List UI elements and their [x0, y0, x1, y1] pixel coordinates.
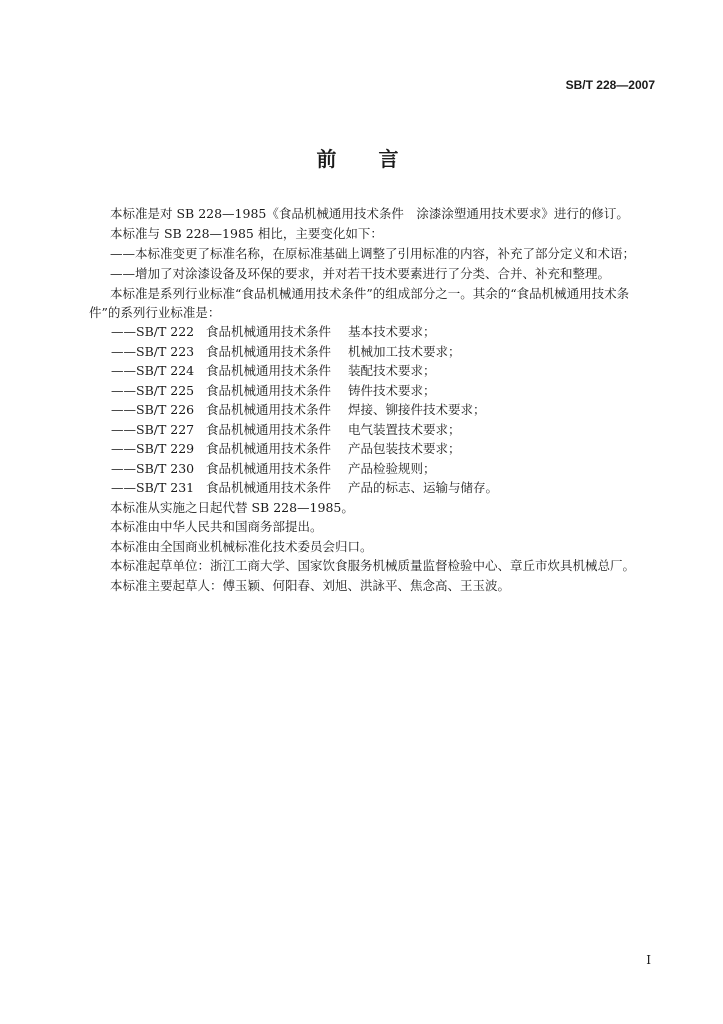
standard-part: 装配技术要求；: [348, 363, 436, 378]
standard-code: ——SB/T 227: [111, 422, 195, 437]
standard-part: 铸件技术要求；: [348, 383, 436, 398]
standard-part: 电气装置技术要求；: [348, 422, 461, 437]
page-number: I: [646, 953, 651, 967]
standard-code: ——SB/T 226: [111, 402, 195, 417]
standard-series: 食品机械通用技术条件: [206, 383, 332, 398]
paragraph-replacement: 本标准从实施之日起代替 SB 228—1985。: [110, 500, 354, 515]
standard-code: ——SB/T 231: [111, 480, 195, 495]
paragraph-changes-intro: 本标准与 SB 228—1985 相比，主要变化如下：: [110, 226, 383, 241]
paragraph-proposer: 本标准由中华人民共和国商务部提出。: [110, 519, 323, 534]
standard-series: 食品机械通用技术条件: [206, 441, 332, 456]
paragraph-drafters: 本标准主要起草人：傅玉颖、何阳春、刘旭、洪詠平、焦念高、王玉波。: [110, 578, 511, 593]
standard-part: 产品包装技术要求；: [348, 441, 461, 456]
standard-part: 产品检验规则；: [348, 461, 436, 476]
paragraph-change-2: ——增加了对涂漆设备及环保的要求，并对若干技术要素进行了分类、合并、补充和整理。: [110, 266, 611, 281]
standard-part: 机械加工技术要求；: [348, 344, 461, 359]
standard-series: 食品机械通用技术条件: [206, 324, 332, 339]
paragraph-series: 本标准是系列行业标准“食品机械通用技术条件”的组成部分之一。其余的“食品机械通用技术条: [110, 286, 630, 301]
paragraph-drafting-units: 本标准起草单位：浙江工商大学、国家饮食服务机械质量监督检验中心、章丘市炊具机械总厂。: [110, 558, 636, 573]
standard-code: ——SB/T 223: [111, 344, 195, 359]
standard-part: 焊接、铆接件技术要求；: [348, 402, 486, 417]
standard-code: ——SB/T 224: [111, 363, 195, 378]
standard-code: ——SB/T 225: [111, 383, 195, 398]
standard-code: ——SB/T 229: [111, 441, 195, 456]
paragraph-change-1: ——本标准变更了标准名称，在原标准基础上调整了引用标准的内容，补充了部分定义和术语；: [110, 246, 636, 261]
title-char-1: 前: [316, 147, 345, 171]
page-title: [0, 143, 723, 172]
standard-series: 食品机械通用技术条件: [206, 422, 332, 437]
standard-series: 食品机械通用技术条件: [206, 344, 332, 359]
standard-series: 食品机械通用技术条件: [206, 480, 332, 495]
standard-part: 产品的标志、运输与储存。: [348, 480, 499, 495]
standard-code: ——SB/T 222: [111, 324, 195, 339]
paragraph-series-cont: 件”的系列行业标准是：: [89, 305, 221, 320]
title-char-2: 言: [378, 147, 407, 171]
standard-part: 基本技术要求；: [348, 324, 436, 339]
standard-series: 食品机械通用技术条件: [206, 402, 332, 417]
standard-series: 食品机械通用技术条件: [206, 363, 332, 378]
paragraph-revision: 本标准是对 SB 228—1985《食品机械通用技术条件 涂漆涂塑通用技术要求》进行的修订。: [110, 206, 629, 221]
paragraph-centralizer: 本标准由全国商业机械标准化技术委员会归口。: [110, 539, 373, 554]
standard-code-header: SB/T 228—2007: [565, 78, 655, 92]
standard-code: ——SB/T 230: [111, 461, 195, 476]
standard-series: 食品机械通用技术条件: [206, 461, 332, 476]
